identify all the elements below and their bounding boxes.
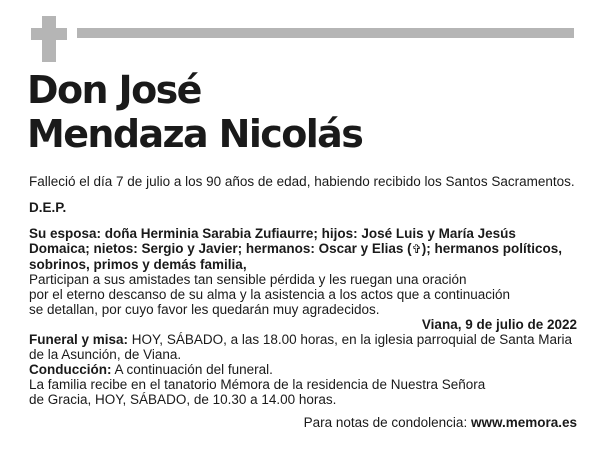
invitation-line-2: por el eterno descanso de su alma y la asistencia a los actos que a continuación (29, 287, 511, 302)
name-line-1: Don José (27, 68, 201, 112)
funeral-paragraph (29, 332, 577, 362)
latin-cross-icon (31, 16, 67, 62)
dep-label: D.E.P. (29, 200, 67, 215)
condolences-link[interactable]: www.memora.es (470, 415, 577, 430)
condolences-label: Para notas de condolencia: (303, 415, 471, 430)
funeral-label: Funeral y misa: (29, 332, 129, 347)
family-text-b: ); hermanos políticos, sobrinos, primos y demás familia, (29, 241, 562, 272)
announcement-text: Falleció el día 7 de julio a los 90 años de edad, habiendo recibido los Santos Sacramentos. (29, 174, 575, 189)
invitation-line-1: Participan a sus amistades tan sensible pérdida y les ruegan una oración (29, 272, 467, 287)
obituary-body (29, 174, 577, 430)
funeral-text: HOY, SÁBADO, a las 18.00 horas, en la iglesia parroquial de Santa Maria de la Asunción, de Viana. (29, 332, 573, 362)
wake-line-1: La familia recibe en el tanatorio Mémora de la residencia de Nuestra Señora (29, 377, 486, 392)
conduccion-text: A continuación del funeral. (111, 362, 273, 377)
conduccion-paragraph (29, 362, 577, 377)
name-line-2: Mendaza Nicolás (27, 112, 363, 156)
wake-line-2: de Gracia, HOY, SÁBADO, de 10.30 a 14.00 horas. (29, 392, 337, 407)
family-text-a: Su esposa: doña Herminia Sarabia Zufiaurre; hijos: José Luis y María Jesús Domaica; nietos: Sergio y Javier; hermanos: Oscar y Elias ( (29, 226, 516, 256)
header-rule (77, 28, 574, 38)
condolences-line (29, 415, 577, 430)
cross-horizontal-bar (31, 28, 67, 40)
cross-symbol-icon: ✞ (411, 242, 422, 256)
family-paragraph (29, 226, 577, 272)
deceased-name (27, 68, 587, 156)
invitation-line-3: se detallan, por cuyo favor les quedarán muy agradecidos. (29, 302, 380, 317)
place-date: Viana, 9 de julio de 2022 (421, 317, 577, 332)
conduccion-label: Conducción: (29, 362, 112, 377)
